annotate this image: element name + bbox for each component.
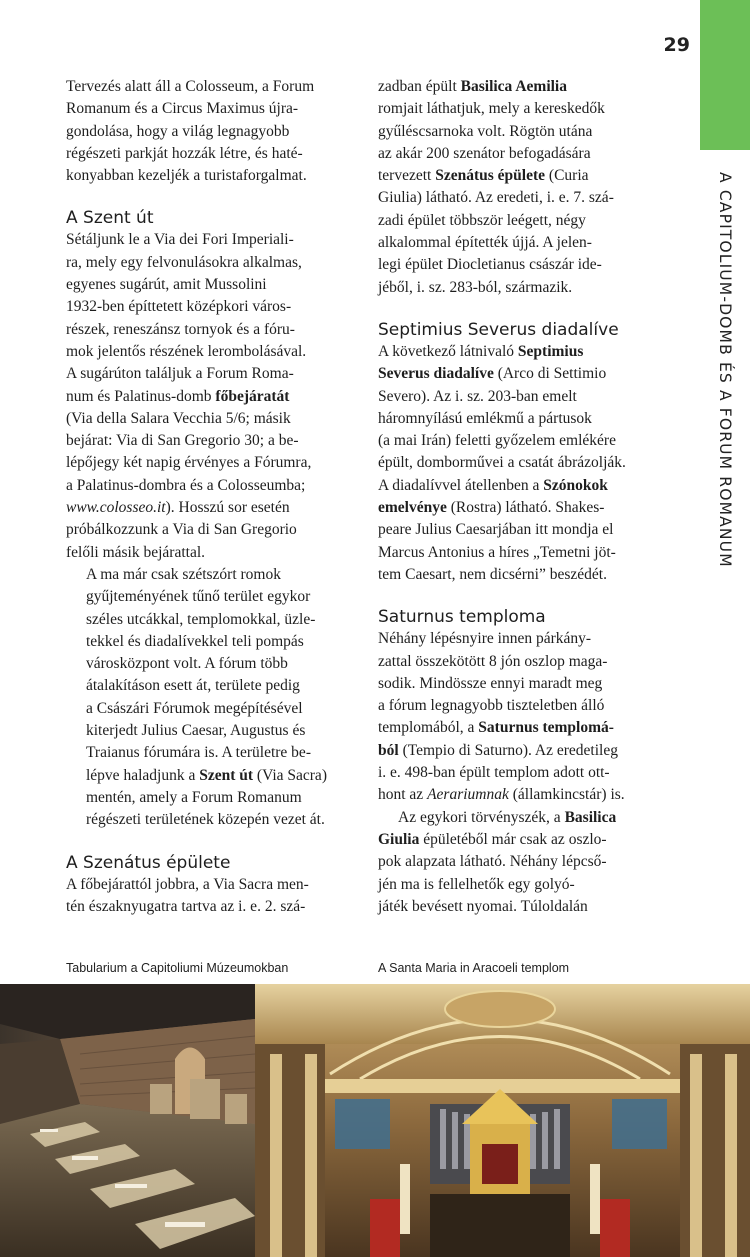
szenatus-paragraph-start: A főbejárattól jobbra, a Via Sacra men- tén északnyugatra tartva az i. e. 2. szá- [66, 875, 309, 915]
chapter-side-title: A CAPITOLIUM-DOMB ÉS A FORUM ROMANUM [716, 172, 734, 568]
heading-septimius: Septimius Severus diadalíve [378, 319, 619, 340]
heading-szent-ut: A Szent út [66, 208, 154, 229]
heading-saturnus: Saturnus temploma [378, 607, 546, 628]
szenatus-paragraph-cont: zadban épült Basilica Aemilia romjait láthatjuk, mely a kereskedők gyűléscsarnoka volt. Rögtön utána az akár 200 szenátor befogadására tervezett Szenátus épülete (Curia Giulia) látható. Az eredeti, i. e. 7. szá- zadi épület többször leégett, négy alkalommal építették újjá. A jelen- legi épület Diocletianus császár ide- jéből, i. sz. 283-ból, származik. [378, 78, 614, 296]
saturnus-paragraph: Néhány lépésnyire innen párkány- zattal összekötött 8 jón oszlop maga- sodik. Mindössze ennyi maradt meg a fórum legnagyobb tiszteletben álló templomából, a Saturnus templomá- ból (Tempio di Saturno). Az eredetileg i. e. 498-ban épült templom adott ott- hont az Aerariumnak (államkincstár) is. [378, 630, 625, 804]
tabularium-photo [0, 984, 255, 1257]
photo-caption-right: A Santa Maria in Aracoeli templom [378, 961, 570, 975]
text-column-left [66, 76, 352, 918]
text-column-right [378, 76, 676, 918]
chapter-color-tab [700, 0, 750, 150]
page-number: 29 [663, 34, 690, 56]
heading-szenatus: A Szenátus épülete [66, 852, 231, 873]
website-link: www.colosseo.it [66, 499, 166, 517]
bold-basilica-aemilia: Basilica Aemilia [460, 78, 567, 95]
intro-paragraph: Tervezés alatt áll a Colosseum, a Forum Romanum és a Circus Maximus újra- gondolása, hogy a világ legnagyobb régészeti parkját hozzák létre, és haté- konyabban kezeljék a turistaforgalmat. [66, 78, 315, 185]
bold-fobejarat: főbejáratát [215, 387, 290, 405]
forum-paragraph: A ma már csak szétszórt romok gyűjteményének tűnő terület egykor széles utcákkal, templomokkal, üzle- tekkel és diadalívekkel teli pompás városközpont volt. A fórum több átalakításon esett át, területe pedig a Császári Fórumok megépítésével kiterjedt Julius Caesar, Augustus és Traianus fórumára is. A területre be- lépve haladjunk a Szent út (Via Sacra) mentén, amely a Forum Romanum régészeti területének közepén vezet át. [86, 565, 327, 829]
photo-caption-left: Tabularium a Capitoliumi Múzeumokban [66, 961, 289, 975]
bold-szenatus-epulete: Szenátus épülete [435, 167, 546, 185]
aracoeli-photo [255, 984, 750, 1257]
bold-szent-ut: Szent út [199, 766, 254, 784]
photo-strip [0, 984, 750, 1257]
septimius-paragraph: A következő látnivaló Septimius Severus diadalíve (Arco di Settimio Severo). Az i. sz. 203-ban emelt háromnyílású emlékmű a pártusok (a mai Irán) feletti győzelem emlékére épült, domborművei a csatát ábrázolják. A diadalívvel átellenben a Szónokok emelvénye (Rostra) látható. Shakes- peare Julius Caesarjában itt mondja el Marcus Antonius a híres „Temetni jöt- tem Caesart, nem dicsérni” beszédét. [378, 342, 626, 583]
basilica-giulia-paragraph: Az egykori törvényszék, a Basilica Giulia épületéből már csak az oszlo- pok alapzata látható. Néhány lépcső- jén ma is fellelhetők egy golyó- játék bevésett nyomai. Túloldalán [378, 808, 617, 915]
szent-ut-paragraph: Sétáljunk le a Via dei Fori Imperiali- ra, mely egy felvonulásokra alkalmas, egyenes sugárút, amit Mussolini 1932-ben építtetett középkori város- részek, reneszánsz tornyok és a fóru- mok jelentős részének lerombolásával. A sugárúton találjuk a Forum Roma- num és Palatinus-domb főbejáratát (Via della Salara Vecchia 5/6; másik bejárat: Via di San Gregorio 30; a be- lépőjegy két napig érvényes a Fórumra, a Palatinus-dombra és a Colosseumba; www.colosseo.it). Hosszú sor esetén próbálkozzunk a Via di San Gregorio felőli másik bejárattal. [66, 231, 312, 561]
